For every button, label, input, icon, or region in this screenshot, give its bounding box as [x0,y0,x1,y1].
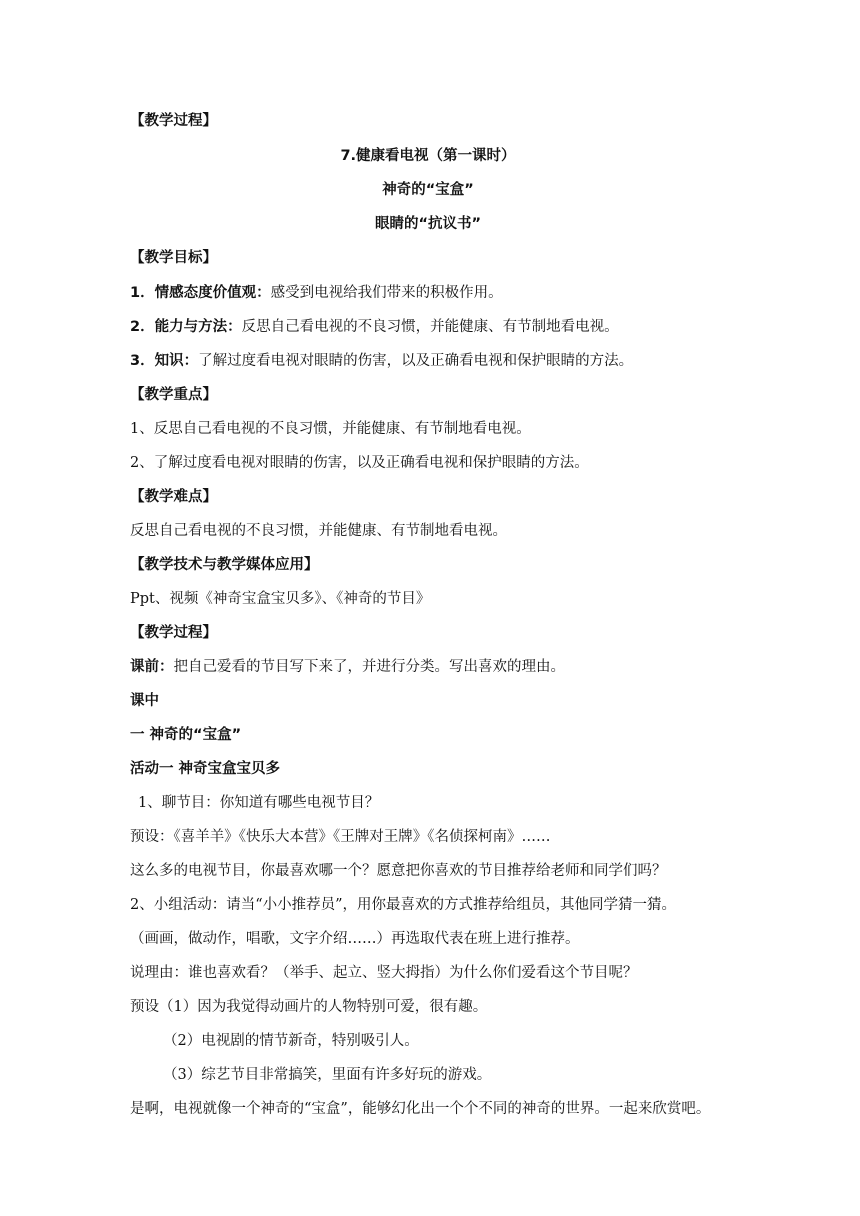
key-point-2: 2、了解过度看电视对眼睛的伤害，以及正确看电视和保护眼睛的方法。 [130,455,589,471]
lesson-title: 7.健康看电视（第一课时） [340,148,516,164]
process-heading: 【教学过程】 [130,625,217,641]
reason-line: 说理由：谁也喜欢看？（举手、起立、竖大拇指）为什么你们爱看这个节目呢？ [130,965,638,981]
before-class-text: 把自己爱看的节目写下来了，并进行分类。写出喜欢的理由。 [173,659,565,675]
preset-2-item-2: （2）电视剧的情节新奇，特别吸引人。 [163,1033,419,1049]
objective-2-label: 2．能力与方法： [130,319,242,335]
question-1-follow: 这么多的电视节目，你最喜欢哪一个？愿意把你喜欢的节目推荐给老师和同学们吗？ [130,863,667,879]
question-1: 1、聊节目：你知道有哪些电视节目？ [138,795,380,811]
objective-2-text: 反思自己看电视的不良习惯，并能健康、有节制地看电视。 [241,319,619,335]
lesson-subtitle-2: 眼睛的“抗议书” [374,216,482,232]
during-class-label: 课中 [130,693,159,709]
difficulties-text: 反思自己看电视的不良习惯，并能健康、有节制地看电视。 [130,523,507,539]
activity-one-heading: 活动一 神奇宝盒宝贝多 [130,761,281,777]
objective-item-1 [130,283,740,303]
before-class-line [130,657,740,677]
section-heading-process-top: 【教学过程】 [130,113,217,129]
part-one-heading: 一 神奇的“宝盒” [130,727,242,743]
preset-2-item-1: 预设（1）因为我觉得动画片的人物特别可爱，很有趣。 [130,999,488,1015]
lesson-subtitle-1: 神奇的“宝盒” [382,182,474,198]
conclusion-line: 是啊，电视就像一个神奇的“宝盒”，能够幻化出一个个不同的神奇的世界。一起来欣赏吧。 [130,1101,711,1117]
media-text: Ppt、视频《神奇宝盒宝贝多》、《神奇的节目》 [130,591,431,607]
objective-1-text: 感受到电视给我们带来的积极作用。 [270,285,503,301]
objective-item-3 [130,351,740,371]
preset-2-item-3: （3）综艺节目非常搞笑，里面有许多好玩的游戏。 [163,1067,492,1083]
preset-1: 预设：《喜羊羊》《快乐大本营》《王牌对王牌》《名侦探柯南》…… [130,829,551,845]
objective-item-2 [130,317,740,337]
objective-1-label: 1．情感态度价值观： [130,285,271,301]
key-point-1: 1、反思自己看电视的不良习惯，并能健康、有节制地看电视。 [130,421,531,437]
objective-3-text: 了解过度看电视对眼睛的伤害，以及正确看电视和保护眼睛的方法。 [198,353,634,369]
question-2: 2、小组活动：请当“小小推荐员”，用你最喜欢的方式推荐给组员，其他同学猜一猜。 [130,897,677,913]
objective-3-label: 3．知识： [130,353,199,369]
media-heading: 【教学技术与教学媒体应用】 [130,557,319,573]
objectives-heading: 【教学目标】 [130,250,217,266]
before-class-label: 课前： [130,659,174,675]
question-2-detail: （画画，做动作，唱歌，文字介绍……）再选取代表在班上进行推荐。 [130,931,580,947]
difficulties-heading: 【教学难点】 [130,489,217,505]
key-points-heading: 【教学重点】 [130,387,217,403]
